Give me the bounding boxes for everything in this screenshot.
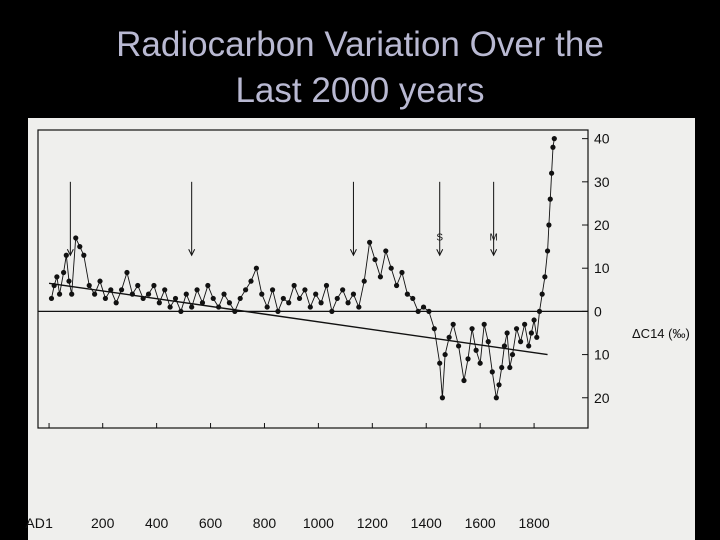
data-point: [135, 283, 140, 288]
data-point: [238, 296, 243, 301]
data-point: [313, 292, 318, 297]
y-tick-label: 0: [594, 303, 602, 320]
data-point: [548, 197, 553, 202]
data-point: [514, 326, 519, 331]
plot-frame: [38, 130, 588, 428]
data-point: [540, 292, 545, 297]
data-point: [173, 296, 178, 301]
data-point: [356, 304, 361, 309]
data-point: [302, 287, 307, 292]
data-point: [205, 283, 210, 288]
data-point: [324, 283, 329, 288]
data-point: [178, 309, 183, 314]
data-point: [66, 279, 71, 284]
data-point: [146, 292, 151, 297]
trend-line: [49, 283, 548, 354]
data-point: [482, 322, 487, 327]
data-point: [499, 365, 504, 370]
data-point: [97, 279, 102, 284]
data-point: [394, 283, 399, 288]
data-point: [531, 317, 536, 322]
data-point: [522, 322, 527, 327]
data-point: [114, 300, 119, 305]
data-point: [526, 343, 531, 348]
data-point: [534, 335, 539, 340]
data-point: [64, 253, 69, 258]
data-point: [227, 300, 232, 305]
x-tick-label: 1800: [518, 515, 550, 531]
data-point: [243, 287, 248, 292]
y-tick-label: 30: [594, 173, 610, 190]
data-point: [469, 326, 474, 331]
data-point: [211, 296, 216, 301]
data-point: [52, 283, 57, 288]
data-point: [378, 274, 383, 279]
data-point: [461, 378, 466, 383]
data-point: [49, 296, 54, 301]
x-tick-label: 800: [252, 515, 277, 531]
data-point: [494, 395, 499, 400]
slide-title: [0, 22, 720, 114]
data-point: [335, 296, 340, 301]
x-tick-label: 1600: [464, 515, 496, 531]
x-tick-label: 600: [198, 515, 223, 531]
data-point: [518, 339, 523, 344]
data-point: [447, 335, 452, 340]
data-point: [151, 283, 156, 288]
data-point: [157, 300, 162, 305]
data-point: [216, 304, 221, 309]
data-point: [451, 322, 456, 327]
data-point: [410, 296, 415, 301]
data-point: [552, 136, 557, 141]
data-point: [416, 309, 421, 314]
x-tick-label: 1400: [410, 515, 442, 531]
data-point: [542, 274, 547, 279]
x-tick-label: 1200: [356, 515, 388, 531]
data-point: [465, 356, 470, 361]
data-point: [362, 279, 367, 284]
data-point: [168, 304, 173, 309]
data-point: [426, 309, 431, 314]
data-point: [259, 292, 264, 297]
data-point: [490, 369, 495, 374]
slide-title-line-1: Radiocarbon Variation Over the: [116, 25, 604, 64]
data-point: [92, 292, 97, 297]
data-point: [119, 287, 124, 292]
x-tick-label: 1: [45, 515, 53, 531]
y-tick-label: 10: [594, 346, 610, 363]
data-point: [200, 300, 205, 305]
data-point: [184, 292, 189, 297]
data-point: [456, 343, 461, 348]
data-point: [232, 309, 237, 314]
data-point: [77, 244, 82, 249]
data-point: [474, 348, 479, 353]
annotation-label: S: [436, 232, 444, 244]
data-point: [87, 283, 92, 288]
data-point: [496, 382, 501, 387]
data-point: [130, 292, 135, 297]
data-point: [329, 309, 334, 314]
data-point: [73, 235, 78, 240]
data-point: [57, 292, 62, 297]
data-point: [103, 296, 108, 301]
x-tick-label: 200: [91, 515, 115, 531]
data-point: [486, 339, 491, 344]
slide-title-line-2: Last 2000 years: [235, 71, 485, 110]
radiocarbon-chart: [25, 118, 695, 540]
data-point: [292, 283, 297, 288]
data-point: [54, 274, 59, 279]
data-point: [421, 304, 426, 309]
data-point: [510, 352, 515, 357]
data-point: [529, 330, 534, 335]
data-point: [505, 330, 510, 335]
data-point: [308, 304, 313, 309]
data-point: [502, 343, 507, 348]
data-point: [141, 296, 146, 301]
data-point: [189, 304, 194, 309]
y-tick-label: 40: [594, 130, 610, 147]
y-axis-label: ΔC14 (‰): [632, 325, 690, 341]
data-point: [270, 287, 275, 292]
data-point: [318, 300, 323, 305]
data-point: [478, 361, 483, 366]
data-point: [399, 270, 404, 275]
data-point: [545, 248, 550, 253]
scanned-figure: [25, 118, 695, 540]
y-tick-label: 10: [594, 260, 610, 277]
data-point: [345, 300, 350, 305]
data-point: [286, 300, 291, 305]
x-tick-label: 400: [144, 515, 169, 531]
x-tick-label: 1000: [302, 515, 334, 531]
data-point: [340, 287, 345, 292]
data-point: [108, 287, 113, 292]
y-tick-label: 20: [594, 389, 610, 406]
data-point: [549, 171, 554, 176]
data-point: [221, 292, 226, 297]
data-point: [265, 304, 270, 309]
data-point: [389, 266, 394, 271]
data-point: [367, 240, 372, 245]
data-point: [383, 248, 388, 253]
data-point: [81, 253, 86, 258]
data-point: [162, 287, 167, 292]
series-line: [52, 139, 555, 398]
data-point: [537, 309, 542, 314]
data-point: [297, 296, 302, 301]
data-point: [248, 279, 253, 284]
data-point: [372, 257, 377, 262]
data-point: [351, 292, 356, 297]
data-point: [275, 309, 280, 314]
data-point: [443, 352, 448, 357]
data-point: [550, 145, 555, 150]
data-point: [124, 270, 129, 275]
x-tick-label: AD: [25, 515, 45, 531]
data-point: [254, 266, 259, 271]
data-point: [432, 326, 437, 331]
data-point: [61, 270, 66, 275]
annotation-label: M: [489, 232, 498, 244]
data-point: [405, 292, 410, 297]
data-point: [507, 365, 512, 370]
data-point: [546, 222, 551, 227]
data-point: [69, 292, 74, 297]
data-point: [281, 296, 286, 301]
data-point: [437, 361, 442, 366]
data-point: [440, 395, 445, 400]
y-tick-label: 20: [594, 217, 610, 234]
data-point: [194, 287, 199, 292]
